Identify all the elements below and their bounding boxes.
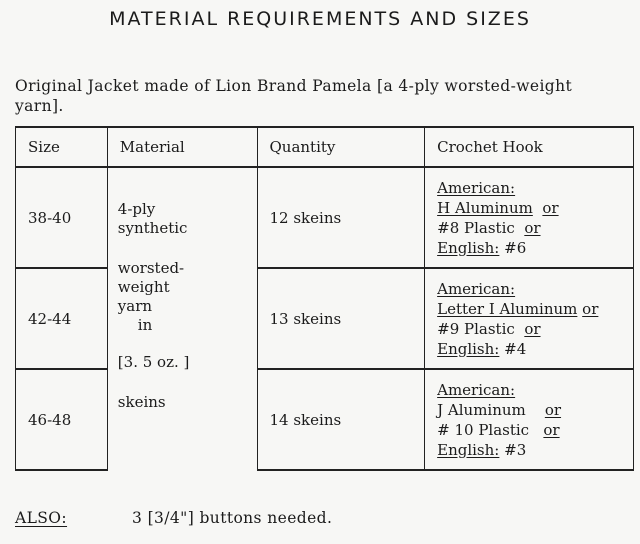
size-cell: 38-40 bbox=[16, 167, 108, 268]
hook-cell bbox=[425, 268, 634, 369]
hook-american-label: American: bbox=[437, 380, 516, 399]
table-header-row bbox=[16, 127, 634, 167]
hook-american-label: American: bbox=[437, 178, 516, 197]
hook-line: J Aluminum bbox=[437, 400, 526, 419]
requirements-table bbox=[15, 126, 634, 471]
size-cell: 42-44 bbox=[16, 268, 108, 369]
header-size: Size bbox=[16, 127, 108, 167]
quantity-cell: 14 skeins bbox=[257, 369, 425, 470]
header-quantity: Quantity bbox=[257, 127, 425, 167]
material-line: skeins bbox=[117, 393, 166, 411]
hook-line: #8 Plastic bbox=[437, 218, 515, 237]
page-title: MATERIAL REQUIREMENTS AND SIZES bbox=[109, 8, 531, 30]
header-material: Material bbox=[107, 127, 257, 167]
material-line: in bbox=[137, 316, 153, 334]
hook-english-value: #4 bbox=[504, 339, 527, 358]
hook-or: or bbox=[542, 198, 559, 217]
material-line: yarn bbox=[117, 297, 153, 315]
also-text: 3 [3/4"] buttons needed. bbox=[132, 509, 333, 527]
quantity-cell: 13 skeins bbox=[257, 268, 425, 369]
hook-line: #9 Plastic bbox=[437, 319, 515, 338]
hook-english-value: #3 bbox=[504, 440, 527, 459]
hook-or: or bbox=[543, 420, 560, 439]
material-line: 4-ply bbox=[117, 200, 156, 218]
hook-or: or bbox=[582, 299, 599, 318]
hook-american-label: American: bbox=[437, 279, 516, 298]
hook-english-value: #6 bbox=[504, 238, 527, 257]
quantity-cell: 12 skeins bbox=[257, 167, 425, 268]
hook-english-label: English: bbox=[437, 238, 500, 257]
hook-line: H Aluminum bbox=[437, 198, 533, 217]
hook-cell bbox=[425, 369, 634, 470]
also-label: ALSO: bbox=[15, 509, 68, 527]
material-cell bbox=[107, 167, 257, 470]
also-note bbox=[15, 509, 333, 527]
table-row bbox=[16, 167, 634, 268]
material-line: synthetic bbox=[117, 219, 188, 237]
hook-english-label: English: bbox=[437, 339, 500, 358]
hook-or: or bbox=[524, 319, 541, 338]
hook-line: # 10 Plastic bbox=[437, 420, 530, 439]
hook-cell bbox=[425, 167, 634, 268]
hook-english-label: English: bbox=[437, 440, 500, 459]
material-line: [3. 5 oz. ] bbox=[117, 353, 190, 371]
header-crochet-hook: Crochet Hook bbox=[425, 127, 634, 167]
material-line: worsted- bbox=[117, 259, 185, 277]
hook-or: or bbox=[544, 400, 562, 419]
size-cell: 46-48 bbox=[16, 369, 108, 470]
material-line: weight bbox=[117, 278, 170, 296]
hook-line: Letter I Aluminum bbox=[437, 299, 578, 318]
intro-paragraph: Original Jacket made of Lion Brand Pamela [a 4-ply worsted-weight yarn]. bbox=[15, 77, 573, 115]
hook-or: or bbox=[524, 218, 541, 237]
